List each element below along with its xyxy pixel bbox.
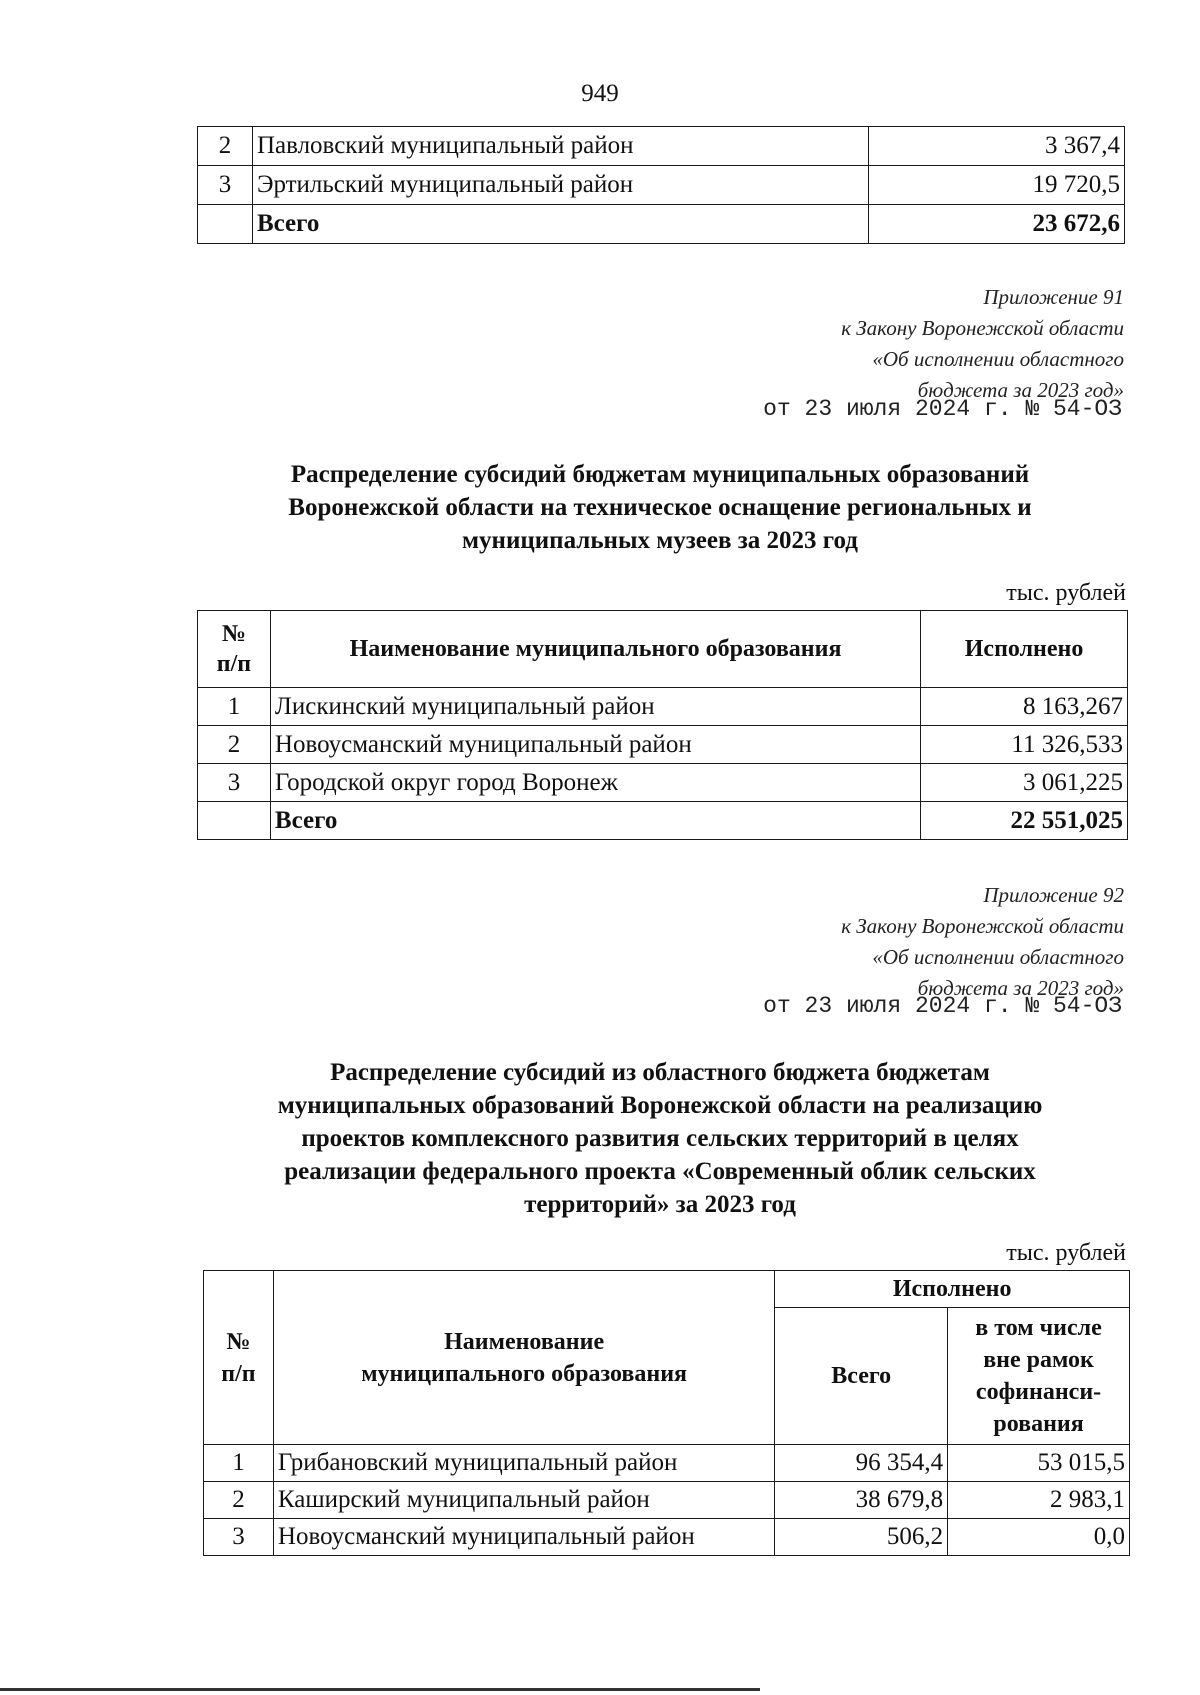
header-including (948, 1308, 1130, 1445)
amount-value: 19 720,5 (869, 166, 1125, 205)
title-line: проектов комплексного развития сельских территорий в целях (301, 1125, 1019, 1152)
row-number: 1 (198, 688, 271, 726)
empty-cell (198, 205, 253, 244)
unit-label: тыс. рублей (1006, 1240, 1126, 1266)
amount-value: 3 367,4 (869, 127, 1125, 166)
header-name (273, 1271, 774, 1445)
total-label: Всего (252, 205, 868, 244)
appendix-law-title: бюджета за 2023 год» (917, 976, 1124, 1000)
header-text: софинанси- (975, 1379, 1102, 1405)
empty-cell (198, 802, 271, 840)
municipality-name: Новоусманский муниципальный район (273, 1519, 774, 1556)
header-executed: Исполнено (921, 611, 1128, 688)
table-row (198, 764, 1128, 802)
header-total: Всего (775, 1308, 948, 1445)
total-amount: 38 679,8 (775, 1482, 948, 1519)
municipality-name: Новоусманский муниципальный район (270, 726, 920, 764)
row-number: 1 (204, 1445, 274, 1482)
municipality-name: Эртильский муниципальный район (252, 166, 868, 205)
unit-label: тыс. рублей (1006, 580, 1126, 606)
municipality-name: Городской округ город Воронеж (270, 764, 920, 802)
appendix-number: Приложение 92 (983, 883, 1124, 907)
row-number: 2 (198, 726, 271, 764)
table-row (204, 1519, 1130, 1556)
header-text: п/п (221, 1360, 256, 1387)
title-line: муниципальных образований Воронежской области на реализацию (277, 1092, 1043, 1119)
amount-value: 3 061,225 (921, 764, 1128, 802)
header-number (198, 611, 271, 688)
header-executed: Исполнено (775, 1271, 1130, 1308)
header-text: п/п (216, 651, 252, 677)
header-row (198, 611, 1128, 688)
including-amount: 2 983,1 (948, 1482, 1130, 1519)
table-row (198, 726, 1128, 764)
amount-value: 8 163,267 (921, 688, 1128, 726)
amount-value: 11 326,533 (921, 726, 1128, 764)
row-number: 3 (198, 166, 253, 205)
section-title (200, 458, 1120, 557)
decree-stamp: от 23 июля 2024 г. № 54-ОЗ (763, 396, 1122, 422)
total-label: Всего (270, 802, 920, 840)
title-line: Воронежской области на техническое оснащение региональных и (288, 494, 1032, 521)
header-text: рования (993, 1411, 1084, 1437)
appendix-law-title: «Об исполнении областного (872, 347, 1124, 371)
municipality-name: Каширский муниципальный район (273, 1482, 774, 1519)
appendix-91-caption (841, 282, 1124, 406)
title-line: территорий» за 2023 год (524, 1191, 796, 1218)
including-amount: 53 015,5 (948, 1445, 1130, 1482)
title-line: Распределение субсидий из областного бюджета бюджетам (330, 1059, 990, 1086)
total-amount: 506,2 (775, 1519, 948, 1556)
including-amount: 0,0 (948, 1519, 1130, 1556)
appendix-law-ref: к Закону Воронежской области (841, 316, 1124, 340)
continued-subsidy-table (197, 126, 1125, 244)
museum-subsidy-table (197, 610, 1128, 840)
header-text: в том числе (975, 1315, 1102, 1341)
title-line: муниципальных музеев за 2023 год (462, 527, 858, 554)
appendix-law-title: «Об исполнении областного (872, 945, 1124, 969)
rural-development-subsidy-table (203, 1270, 1130, 1556)
section-title (200, 1056, 1120, 1221)
table-row (204, 1445, 1130, 1482)
table-row (198, 127, 1125, 166)
municipality-name: Грибановский муниципальный район (273, 1445, 774, 1482)
total-value: 23 672,6 (869, 205, 1125, 244)
header-text: Наименование (444, 1328, 605, 1355)
table-row (198, 688, 1128, 726)
appendix-law-ref: к Закону Воронежской области (841, 914, 1124, 938)
header-text: № (226, 1328, 251, 1355)
table-row (204, 1482, 1130, 1519)
municipality-name: Лискинский муниципальный район (270, 688, 920, 726)
title-line: реализации федерального проекта «Современный облик сельских (284, 1158, 1036, 1185)
appendix-92-caption (841, 880, 1124, 1004)
row-number: 2 (198, 127, 253, 166)
page-number: 949 (581, 80, 619, 107)
header-number (204, 1271, 274, 1445)
row-number: 3 (198, 764, 271, 802)
appendix-law-title: бюджета за 2023 год» (917, 378, 1124, 402)
title-line: Распределение субсидий бюджетам муниципальных образований (290, 461, 1030, 488)
appendix-number: Приложение 91 (983, 285, 1124, 309)
header-text: вне рамок (983, 1347, 1094, 1373)
header-text: № (221, 621, 247, 647)
header-text: муниципального образования (361, 1360, 688, 1387)
row-number: 2 (204, 1482, 274, 1519)
header-row (204, 1271, 1130, 1308)
total-value: 22 551,025 (921, 802, 1128, 840)
total-row (198, 802, 1128, 840)
decree-stamp: от 23 июля 2024 г. № 54-ОЗ (763, 993, 1122, 1019)
municipality-name: Павловский муниципальный район (252, 127, 868, 166)
total-amount: 96 354,4 (775, 1445, 948, 1482)
row-number: 3 (204, 1519, 274, 1556)
total-row (198, 205, 1125, 244)
scan-edge-line (0, 1688, 760, 1691)
table-row (198, 166, 1125, 205)
header-name: Наименование муниципального образования (270, 611, 920, 688)
